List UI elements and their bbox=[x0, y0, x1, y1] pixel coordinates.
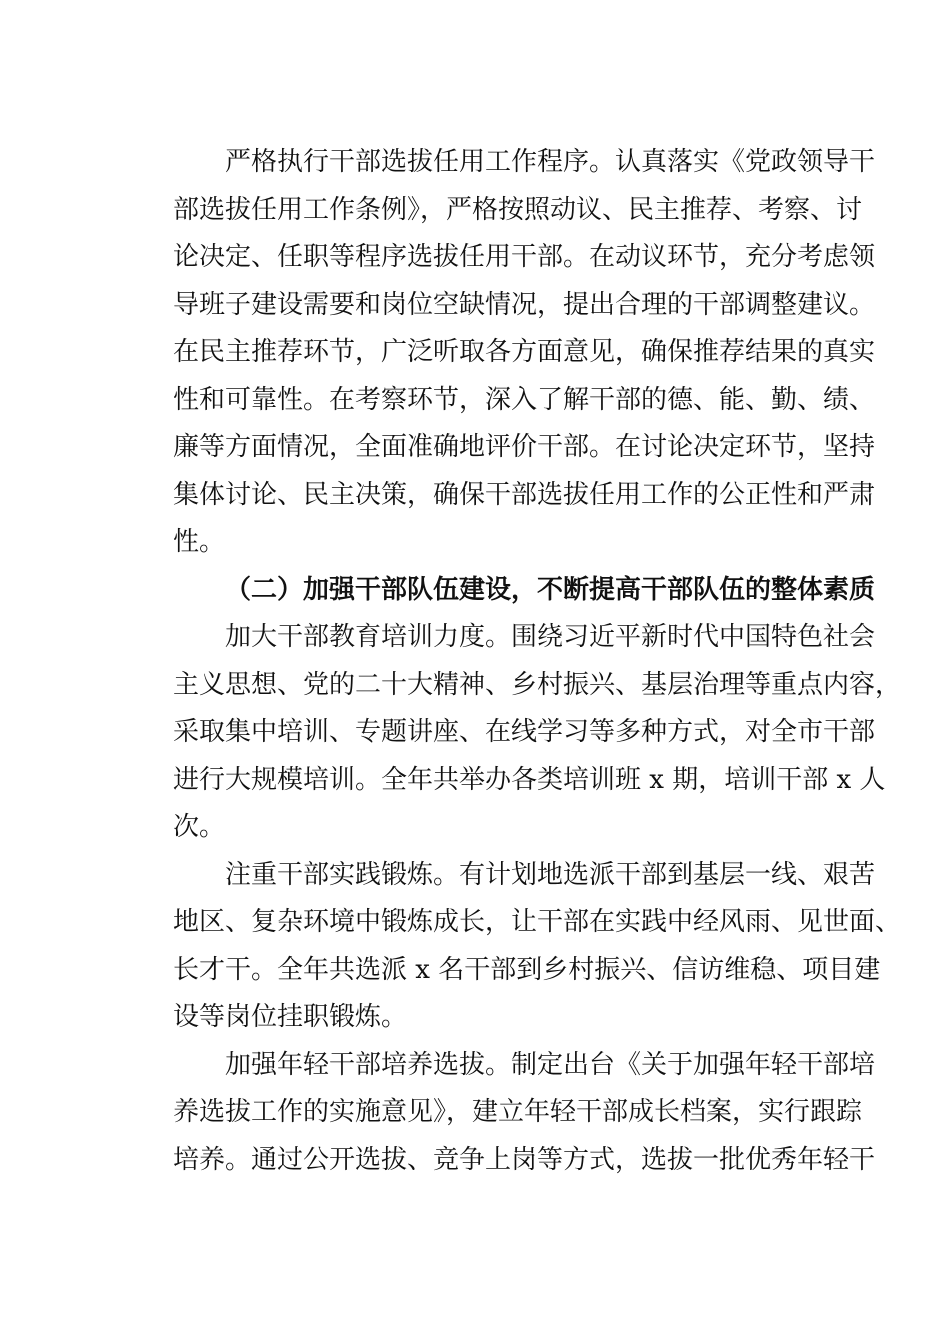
paragraph-3-line-4: 设等岗位挂职锻炼。 bbox=[173, 1002, 408, 1032]
paragraph-1-line-6: 性和可靠性。在考察环节，深入了解干部的德、能、勤、绩、 bbox=[173, 385, 876, 415]
paragraph-1-line-1: 严格执行干部选拔任用工作程序。认真落实《党政领导干 bbox=[225, 147, 876, 177]
section-heading: （二）加强干部队伍建设，不断提高干部队伍的整体素质 bbox=[225, 575, 876, 605]
paragraph-1-line-9: 性。 bbox=[173, 527, 226, 557]
paragraph-2-line-3: 采取集中培训、专题讲座、在线学习等多种方式，对全市干部 bbox=[173, 717, 876, 747]
paragraph-3-line-3: 长才干。全年共选派 x 名干部到乡村振兴、信访维稳、项目建 bbox=[173, 955, 881, 985]
paragraph-2-line-1: 加大干部教育培训力度。围绕习近平新时代中国特色社会 bbox=[225, 622, 876, 652]
paragraph-1-line-3: 论决定、任职等程序选拔任用干部。在动议环节，充分考虑领 bbox=[173, 242, 876, 272]
paragraph-3-line-2: 地区、复杂环境中锻炼成长，让干部在实践中经风雨、见世面、 bbox=[173, 907, 902, 937]
paragraph-4-line-3: 培养。通过公开选拔、竞争上岗等方式，选拔一批优秀年轻干 bbox=[173, 1145, 876, 1175]
paragraph-3-line-1: 注重干部实践锻炼。有计划地选派干部到基层一线、艰苦 bbox=[225, 860, 876, 890]
paragraph-1-line-5: 在民主推荐环节，广泛听取各方面意见，确保推荐结果的真实 bbox=[173, 337, 876, 367]
paragraph-1-line-8: 集体讨论、民主决策，确保干部选拔任用工作的公正性和严肃 bbox=[173, 480, 876, 510]
paragraph-2-line-2: 主义思想、党的二十大精神、乡村振兴、基层治理等重点内容， bbox=[173, 670, 902, 700]
paragraph-4-line-1: 加强年轻干部培养选拔。制定出台《关于加强年轻干部培 bbox=[225, 1050, 876, 1080]
paragraph-1-line-7: 廉等方面情况，全面准确地评价干部。在讨论决定环节，坚持 bbox=[173, 432, 876, 462]
paragraph-2-line-5: 次。 bbox=[173, 812, 226, 842]
paragraph-1-line-2: 部选拔任用工作条例》，严格按照动议、民主推荐、考察、讨 bbox=[173, 195, 863, 225]
paragraph-2-line-4: 进行大规模培训。全年共举办各类培训班 x 期，培训干部 x 人 bbox=[173, 765, 886, 795]
paragraph-1-line-4: 导班子建设需要和岗位空缺情况，提出合理的干部调整建议。 bbox=[173, 290, 876, 320]
paragraph-4-line-2: 养选拔工作的实施意见》，建立年轻干部成长档案，实行跟踪 bbox=[173, 1097, 863, 1127]
